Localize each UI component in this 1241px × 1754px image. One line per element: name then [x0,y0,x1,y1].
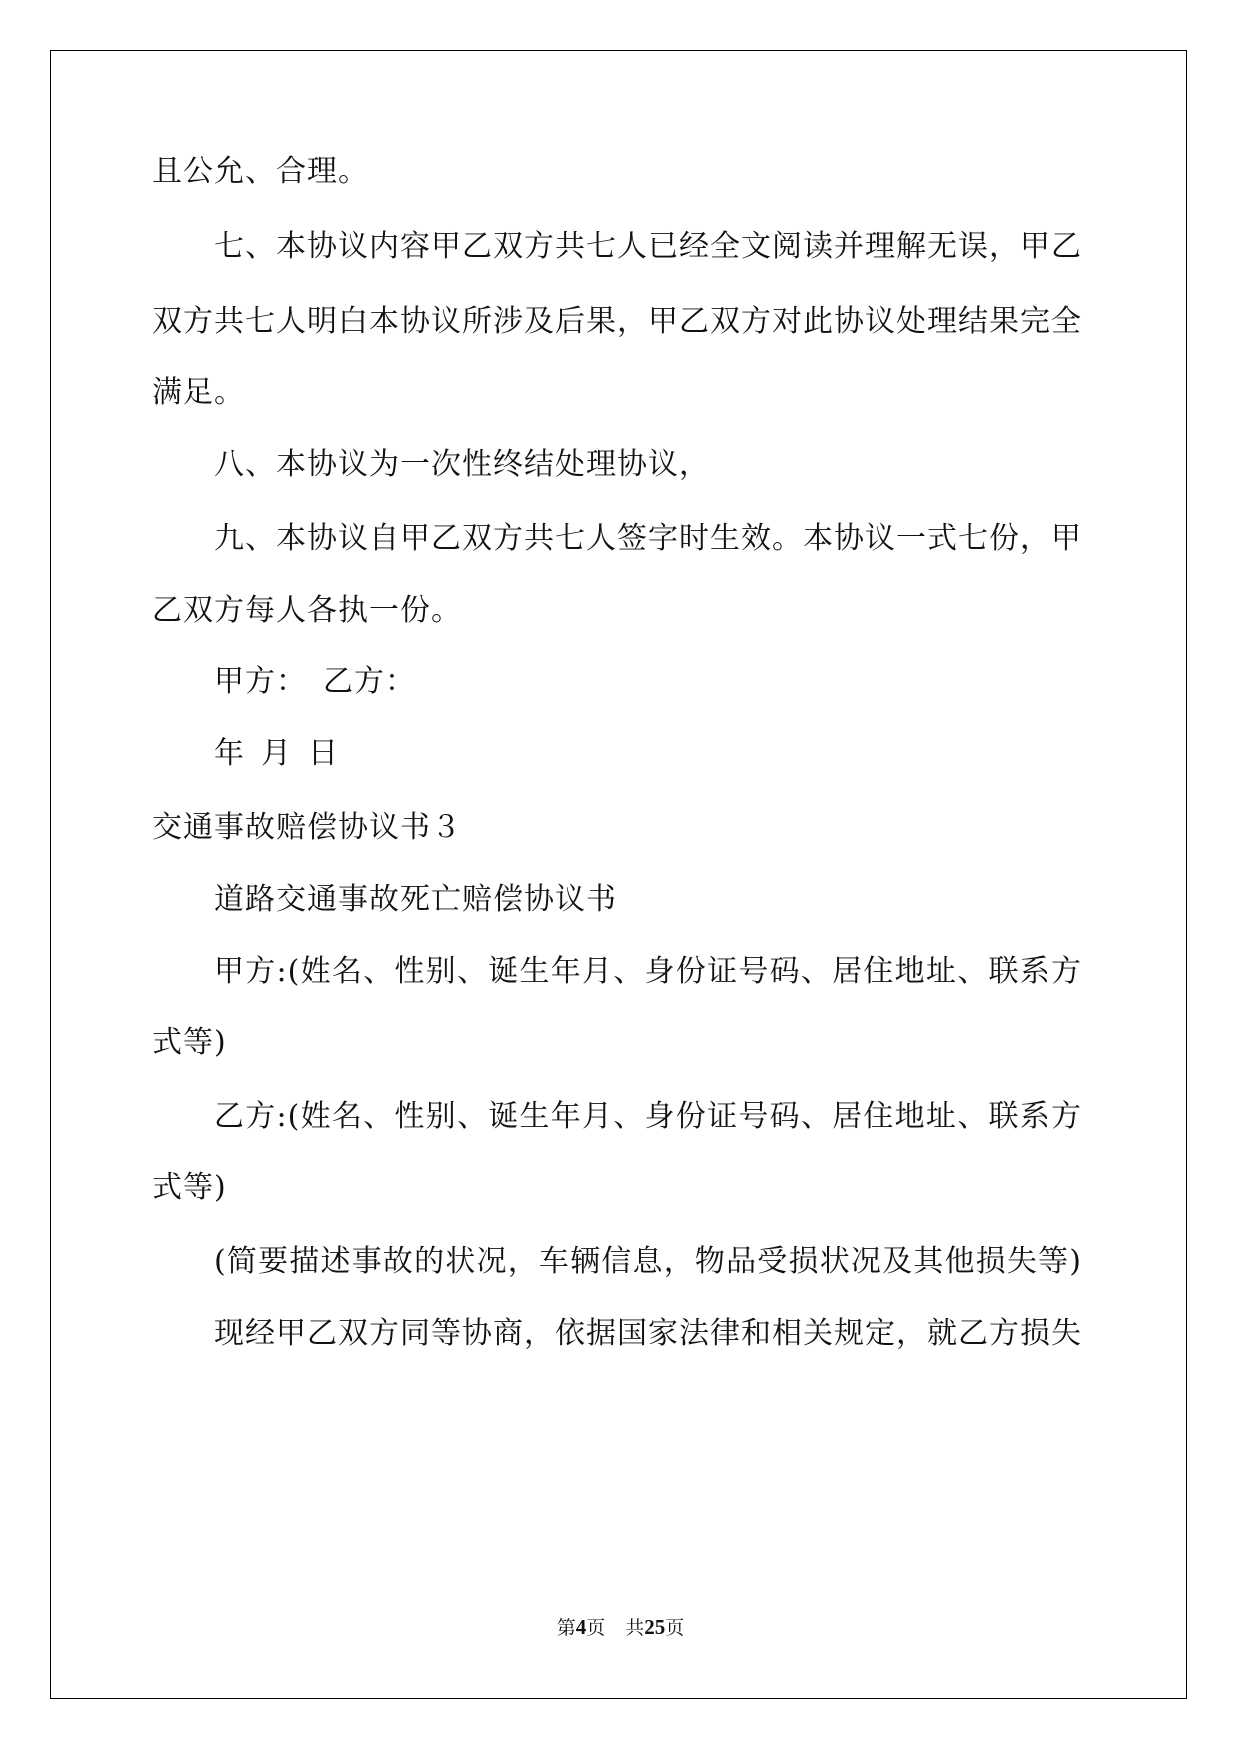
month-label: 月 [261,736,292,771]
year-label: 年 [214,736,245,771]
document-title: 道路交通事故死亡赔偿协议书 [214,882,617,917]
paragraph-line: 乙双方每人各执一份。 [152,593,462,628]
section-heading: 交通事故赔偿协议书３ [152,810,462,845]
page-footer [0,1613,1241,1640]
paragraph-line: (简要描述事故的状况，车辆信息，物品受损状况及其他损失等) [214,1244,1082,1279]
page-number: 4 [575,1615,587,1639]
footer-total-prefix: 共 [625,1617,645,1639]
paragraph-line: 甲方:(姓名、性别、诞生年月、身份证号码、居住地址、联系方 [214,954,1082,989]
paragraph-line: 式等) [152,1025,227,1060]
paragraph-line: 七、本协议内容甲乙双方共七人已经全文阅读并理解无误，甲乙 [214,229,1082,264]
paragraph-line: 现经甲乙双方同等协商，依据国家法律和相关规定，就乙方损失 [214,1316,1082,1351]
footer-prefix: 第 [556,1617,576,1639]
paragraph-line: 式等) [152,1170,227,1205]
paragraph-line: 双方共七人明白本协议所涉及后果，甲乙双方对此协议处理结果完全 [152,304,1082,339]
day-label: 日 [308,736,339,771]
party-a-label: 甲方： [214,664,307,699]
footer-total-unit: 页 [665,1617,685,1639]
signature-line [214,664,416,700]
paragraph-line: 九、本协议自甲乙双方共七人签字时生效。本协议一式七份，甲 [214,521,1082,556]
paragraph-line: 八、本协议为一次性终结处理协议， [214,447,710,482]
footer-page-unit: 页 [586,1617,606,1639]
page-border [50,50,1187,1699]
paragraph-line: 且公允、合理。 [152,154,369,189]
paragraph-line: 满足。 [152,375,245,410]
total-pages: 25 [644,1615,666,1639]
paragraph-line: 乙方:(姓名、性别、诞生年月、身份证号码、居住地址、联系方 [214,1099,1082,1134]
party-b-label: 乙方： [323,664,416,699]
date-line [214,736,339,772]
